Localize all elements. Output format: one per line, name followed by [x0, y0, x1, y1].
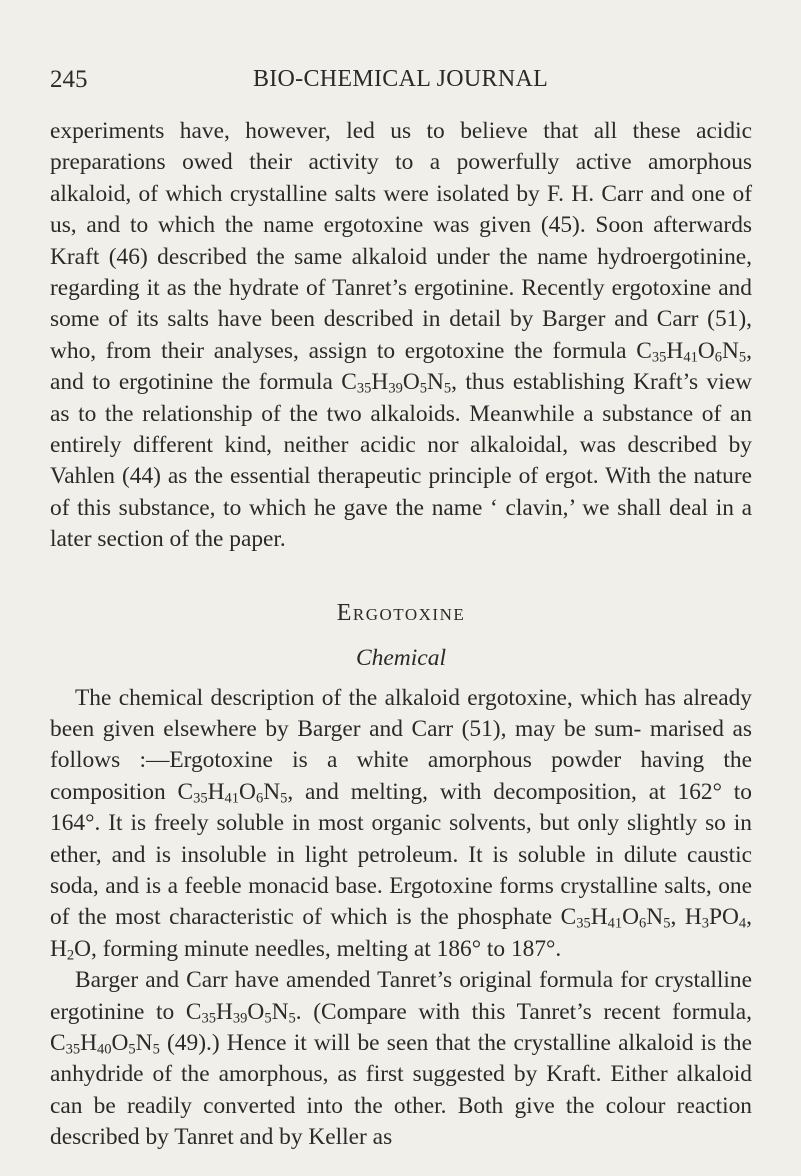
page-number: 245: [50, 66, 88, 93]
section-title: Ergotoxine: [336, 599, 466, 626]
page-header: [0, 66, 801, 100]
paragraph-intro: experiments have, however, led us to believe that all these acidic preparations owed their activity to a powerfully active amorphous alkaloid, of which crystalline salts were isolated by F. H. Carr and one of us, and to which the name ergotoxine was given (45). Soon afterwards Kraft (46) described the same alkaloid under the name hydroergotinine, regarding it as the hydrate of Tanret’s ergotinine. Recently ergotoxine and some of its salts have been described in detail by Barger and Carr (51), who, from their analyses, assign to ergotoxine the formula $C_{35}H_{41}O_6N_5$, and to ergotinine the formula $C_{35}H_{39}O_5N_5$, thus establishing Kraft’s view as to the relationship of the two alkaloids. Meanwhile a substance of an entirely different kind, neither acidic nor alkaloidal, was described by Vahlen (44) as the essential therapeutic principle of ergot. With the nature of this substance, to which he gave the name ‘ clavin,’ we shall deal in a later section of the paper.: [50, 118, 752, 553]
subsection-title: Chemical: [355, 645, 447, 672]
page-body: [50, 116, 752, 1154]
paragraph-chemical-description: The chemical description of the alkaloid ergotoxine, which has already been given elsewhere by Barger and Carr (51), may be sum- marised as follows :—Ergotoxine is a white amorphous powder having the composition $C_{35}H_{41}O_6N_5$, and melting, with decomposition, at 162° to 164°. It is freely soluble in most organic solvents, but only slightly so in ether, and is insoluble in light petroleum. It is soluble in dilute caustic soda, and is a feeble monacid base. Ergotoxine forms crystalline salts, one of the most characteristic of which is the phosphate $C_{35}H_{41}O_6N_5$, $H_3PO_4$, $H_2O$, forming minute needles, melting at 186° to 187°.: [50, 684, 752, 964]
running-title: BIO-CHEMICAL JOURNAL: [252, 66, 549, 92]
paragraph-ergotinine-formula: Barger and Carr have amended Tanret’s original formula for crystalline ergotinine to $C_{35}H_{39}O_5N_5$. (Compare with this Tanret’s recent formula, $C_{35}H_{40}O_5N_5$ (49).) Hence it will be seen that the crystalline alkaloid is the anhydride of the amorphous, as first suggested by Kraft. Either alkaloid can be readily converted into the other. Both give the colour reaction described by Tanret and by Keller as: [50, 967, 752, 1151]
